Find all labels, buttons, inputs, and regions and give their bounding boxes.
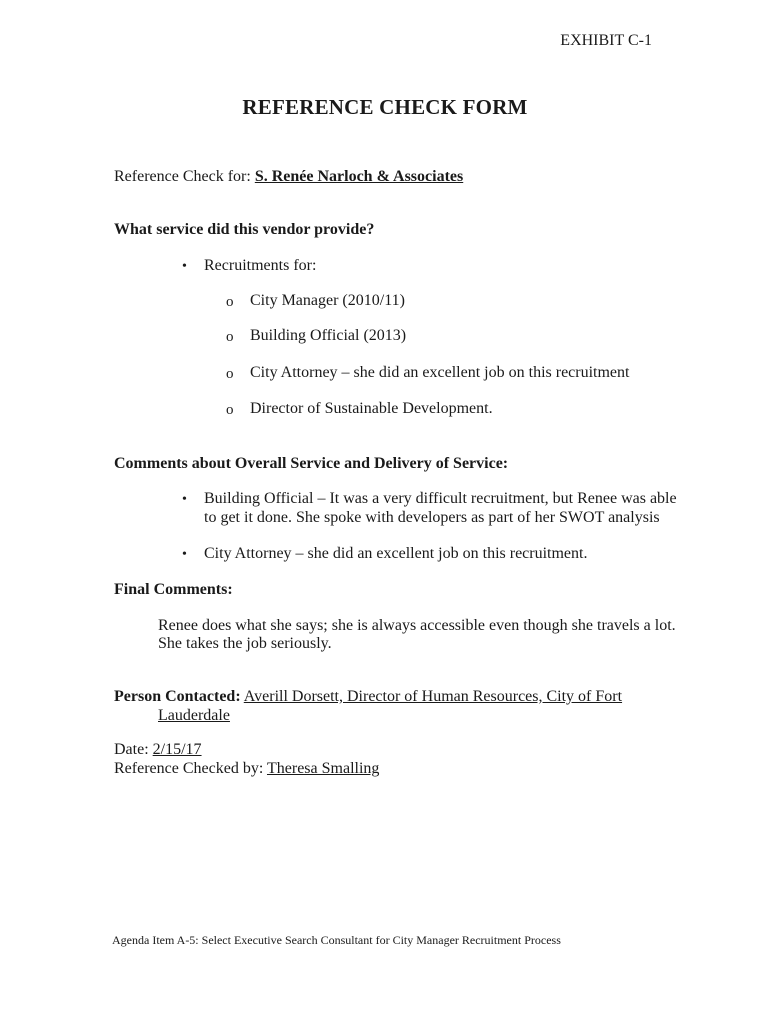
date-row	[114, 741, 202, 759]
comment-item-line: Building Official – It was a very difficult recruitment, but Renee was able	[204, 490, 677, 507]
checked-by-value: Theresa Smalling	[266, 760, 380, 777]
checked-by-row	[114, 760, 379, 778]
service-question: What service did this vendor provide?	[114, 221, 375, 238]
reference-for-row	[114, 168, 463, 186]
exhibit-label: EXHIBIT C-1	[560, 32, 652, 49]
service-item: City Manager (2010/11)	[250, 292, 405, 309]
date-label: Date:	[114, 741, 149, 758]
comments-heading: Comments about Overall Service and Delivery of Service:	[114, 455, 509, 472]
circle-bullet-icon: o	[226, 402, 234, 418]
circle-bullet-icon: o	[226, 294, 234, 310]
date-value: 2/15/17	[152, 741, 202, 758]
service-item: Building Official (2013)	[250, 327, 407, 344]
form-title: REFERENCE CHECK FORM	[242, 95, 528, 119]
comment-item-line: to get it done. She spoke with developers as part of her SWOT analysis	[204, 509, 660, 526]
circle-bullet-icon: o	[226, 329, 234, 345]
final-comment-line: She takes the job seriously.	[158, 635, 332, 652]
final-comment-line: Renee does what she says; she is always accessible even though she travels a lot.	[158, 617, 676, 634]
person-contacted-value: Averill Dorsett, Director of Human Resources, City of Fort	[243, 688, 623, 705]
circle-bullet-icon: o	[226, 366, 234, 382]
person-contacted-value-cont: Lauderdale	[158, 707, 230, 724]
checked-by-label: Reference Checked by:	[114, 760, 264, 777]
bullet-icon: •	[182, 259, 187, 274]
person-contacted-label: Person Contacted	[114, 688, 236, 705]
reference-for-value: S. Renée Narloch & Associates	[254, 168, 464, 185]
person-contacted-row: Person Contacted: Averill Dorsett, Director of Human Resources, City of Fort	[114, 688, 623, 705]
bullet-icon: •	[182, 547, 187, 562]
bullet-icon: •	[182, 492, 187, 507]
reference-for-label: Reference Check for:	[114, 168, 251, 185]
service-bullet: Recruitments for:	[204, 257, 317, 274]
final-heading: Final Comments:	[114, 581, 233, 598]
service-item: Director of Sustainable Development.	[250, 400, 493, 417]
page-footer: Agenda Item A-5: Select Executive Search Consultant for City Manager Recruitment Process	[112, 933, 561, 947]
comment-item-line: City Attorney – she did an excellent job on this recruitment.	[204, 545, 588, 562]
service-item: City Attorney – she did an excellent job on this recruitment	[250, 364, 630, 381]
